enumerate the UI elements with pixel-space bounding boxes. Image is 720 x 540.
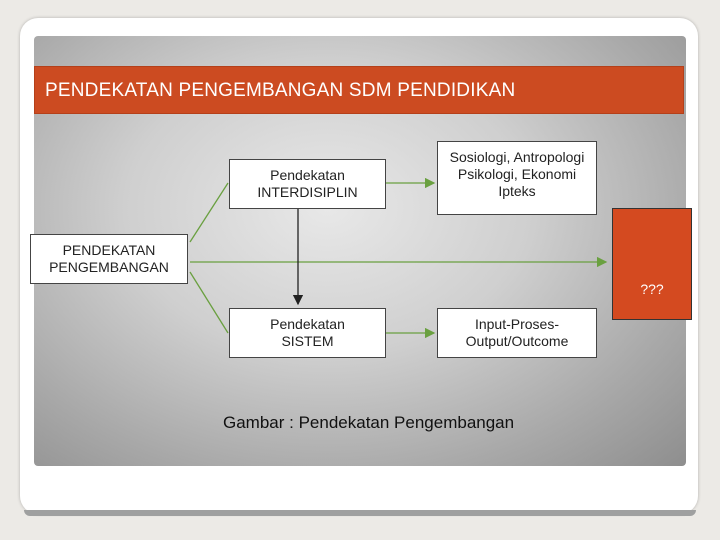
- node-interdisiplin-label: Pendekatan INTERDISIPLIN: [257, 167, 358, 200]
- connector-root-to-sistem: [190, 272, 228, 333]
- slide-title: PENDEKATAN PENGEMBANGAN SDM PENDIDIKAN: [45, 80, 516, 101]
- node-sistem: [229, 308, 386, 358]
- node-interdisiplin: [229, 159, 386, 209]
- node-disiplin: [437, 141, 597, 215]
- node-ipo: [437, 308, 597, 358]
- node-root: [30, 234, 188, 284]
- node-root-label: PENDEKATAN PENGEMBANGAN: [49, 242, 169, 275]
- figure-caption: Gambar : Pendekatan Pengembangan: [223, 413, 515, 432]
- node-result-label: ???: [640, 281, 664, 297]
- node-disiplin-label: Sosiologi, Antropologi Psikologi, Ekonomi Ipteks: [449, 149, 585, 199]
- node-result: [612, 208, 692, 320]
- node-ipo-label: Input-Proses-Output/Outcome: [465, 316, 569, 349]
- node-sistem-label: Pendekatan SISTEM: [270, 316, 345, 349]
- connector-root-to-interdisiplin: [190, 183, 228, 242]
